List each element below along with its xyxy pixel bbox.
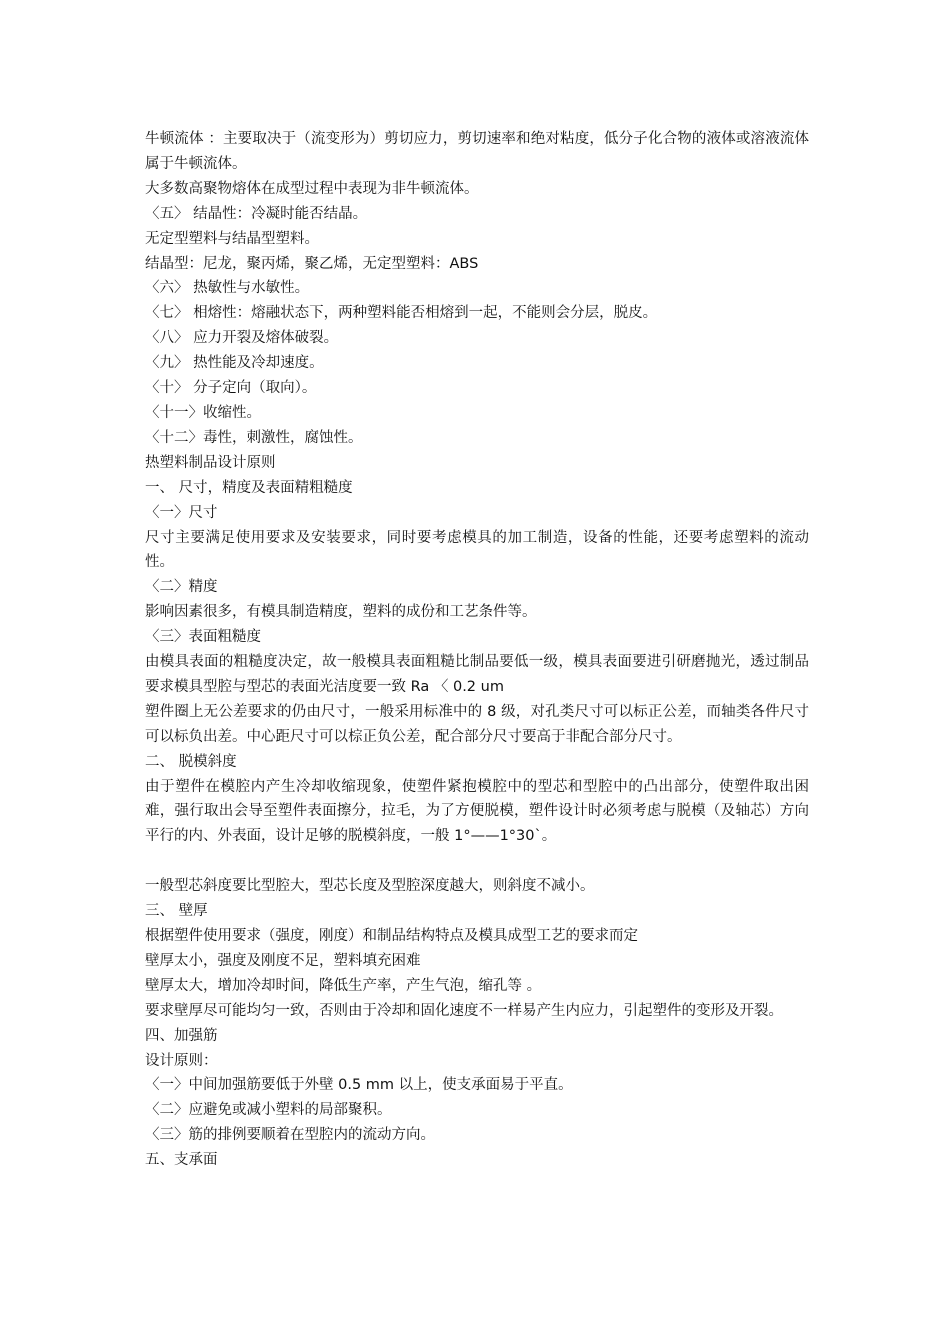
text-line: 结晶型：尼龙，聚丙烯，聚乙烯，无定型塑料：ABS bbox=[145, 255, 479, 272]
text-line: 设计原则： bbox=[145, 1052, 218, 1069]
section-heading: 四、加强筋 bbox=[145, 1027, 218, 1044]
subsection-heading: 〈二〉精度 bbox=[145, 579, 218, 596]
list-item: 〈二〉应避免或减小塑料的局部聚积。 bbox=[145, 1102, 392, 1119]
text-line: 影响因素很多，有模具制造精度，塑料的成份和工艺条件等。 bbox=[145, 604, 537, 621]
paragraph: 牛顿流体 ：主要取决于（流变形为）剪切应力，剪切速率和绝对粘度，低分子化合物的液体或溶液流体属于牛顿流体。 bbox=[145, 131, 809, 172]
section-heading: 〈九〉 热性能及冷却速度。 bbox=[145, 355, 324, 372]
text-line: 一般型芯斜度要比型腔大，型芯长度及型腔深度越大，则斜度不减小。 bbox=[145, 878, 595, 895]
paragraph: 由于塑件在模腔内产生冷却收缩现象，使塑件紧抱模腔中的型芯和型腔中的凸出部分，使塑件取出困难，强行取出会导至塑件表面擦分，拉毛，为了方便脱模，塑件设计时必须考虑与脱模（及轴芯）方向平行的内、外表面，设计足够的脱模斜度，一般 1°——1°30`。 bbox=[145, 778, 809, 845]
section-heading: 〈十一〉收缩性。 bbox=[145, 404, 261, 421]
text-line: 无定型塑料与结晶型塑料。 bbox=[145, 230, 319, 247]
list-item: 〈一〉中间加强筋要低于外壁 0.5 mm 以上，使支承面易于平直。 bbox=[145, 1077, 573, 1094]
list-item: 〈三〉筋的排例要顺着在型腔内的流动方向。 bbox=[145, 1127, 435, 1144]
document-heading: 热塑料制品设计原则 bbox=[145, 454, 276, 471]
subsection-heading: 〈三〉表面粗糙度 bbox=[145, 629, 261, 646]
section-heading: 二、 脱模斜度 bbox=[145, 753, 237, 770]
paragraph: 要求壁厚尽可能均匀一致，否则由于冷却和固化速度不一样易产生内应力，引起塑件的变形及开裂。 bbox=[145, 1002, 783, 1019]
section-heading: 〈八〉 应力开裂及熔体破裂。 bbox=[145, 330, 339, 347]
section-heading: 三、 壁厚 bbox=[145, 903, 208, 920]
section-heading: 〈十〉 分子定向（取向）。 bbox=[145, 380, 317, 397]
paragraph: 塑件圈上无公差要求的仍由尺寸，一般采用标准中的 8 级，对孔类尺寸可以标正公差，而轴类各件尺寸可以标负出差。中心距尺寸可以棕正负公差，配合部分尺寸要高于非配合部分尺寸。 bbox=[145, 703, 809, 745]
section-heading: 〈十二〉毒性，刺激性，腐蚀性。 bbox=[145, 429, 363, 446]
section-heading: 〈七〉 相熔性：熔融状态下，两种塑料能否相熔到一起，不能则会分层，脱皮。 bbox=[145, 305, 658, 322]
blank-line bbox=[145, 849, 809, 874]
section-heading: 五、支承面 bbox=[145, 1152, 218, 1169]
section-heading: 一、 尺寸，精度及表面精粗糙度 bbox=[145, 479, 353, 496]
document-page bbox=[145, 127, 809, 1173]
text-line: 根据塑件使用要求（强度，刚度）和制品结构特点及模具成型工艺的要求而定 bbox=[145, 927, 638, 944]
paragraph: 尺寸主要满足使用要求及安装要求，同时要考虑模具的加工制造，设备的性能，还要考虑塑料的流动性。 bbox=[145, 529, 809, 571]
section-heading: 〈六〉 热敏性与水敏性。 bbox=[145, 280, 310, 297]
text-line: 壁厚太小，强度及刚度不足，塑料填充困难 bbox=[145, 952, 421, 969]
section-heading: 〈五〉 结晶性：冷凝时能否结晶。 bbox=[145, 205, 368, 222]
paragraph: 由模具表面的粗糙度决定，故一般模具表面粗糙比制品要低一级，模具表面要进引研磨抛光，透过制品要求模具型腔与型芯的表面光洁度要一致 Ra 〈 0.2 um bbox=[145, 654, 809, 695]
text-line: 大多数高聚物熔体在成型过程中表现为非牛顿流体。 bbox=[145, 180, 479, 197]
subsection-heading: 〈一〉尺寸 bbox=[145, 504, 218, 521]
text-line: 壁厚太大，增加冷却时间，降低生产率，产生气泡，缩孔等 。 bbox=[145, 977, 542, 994]
